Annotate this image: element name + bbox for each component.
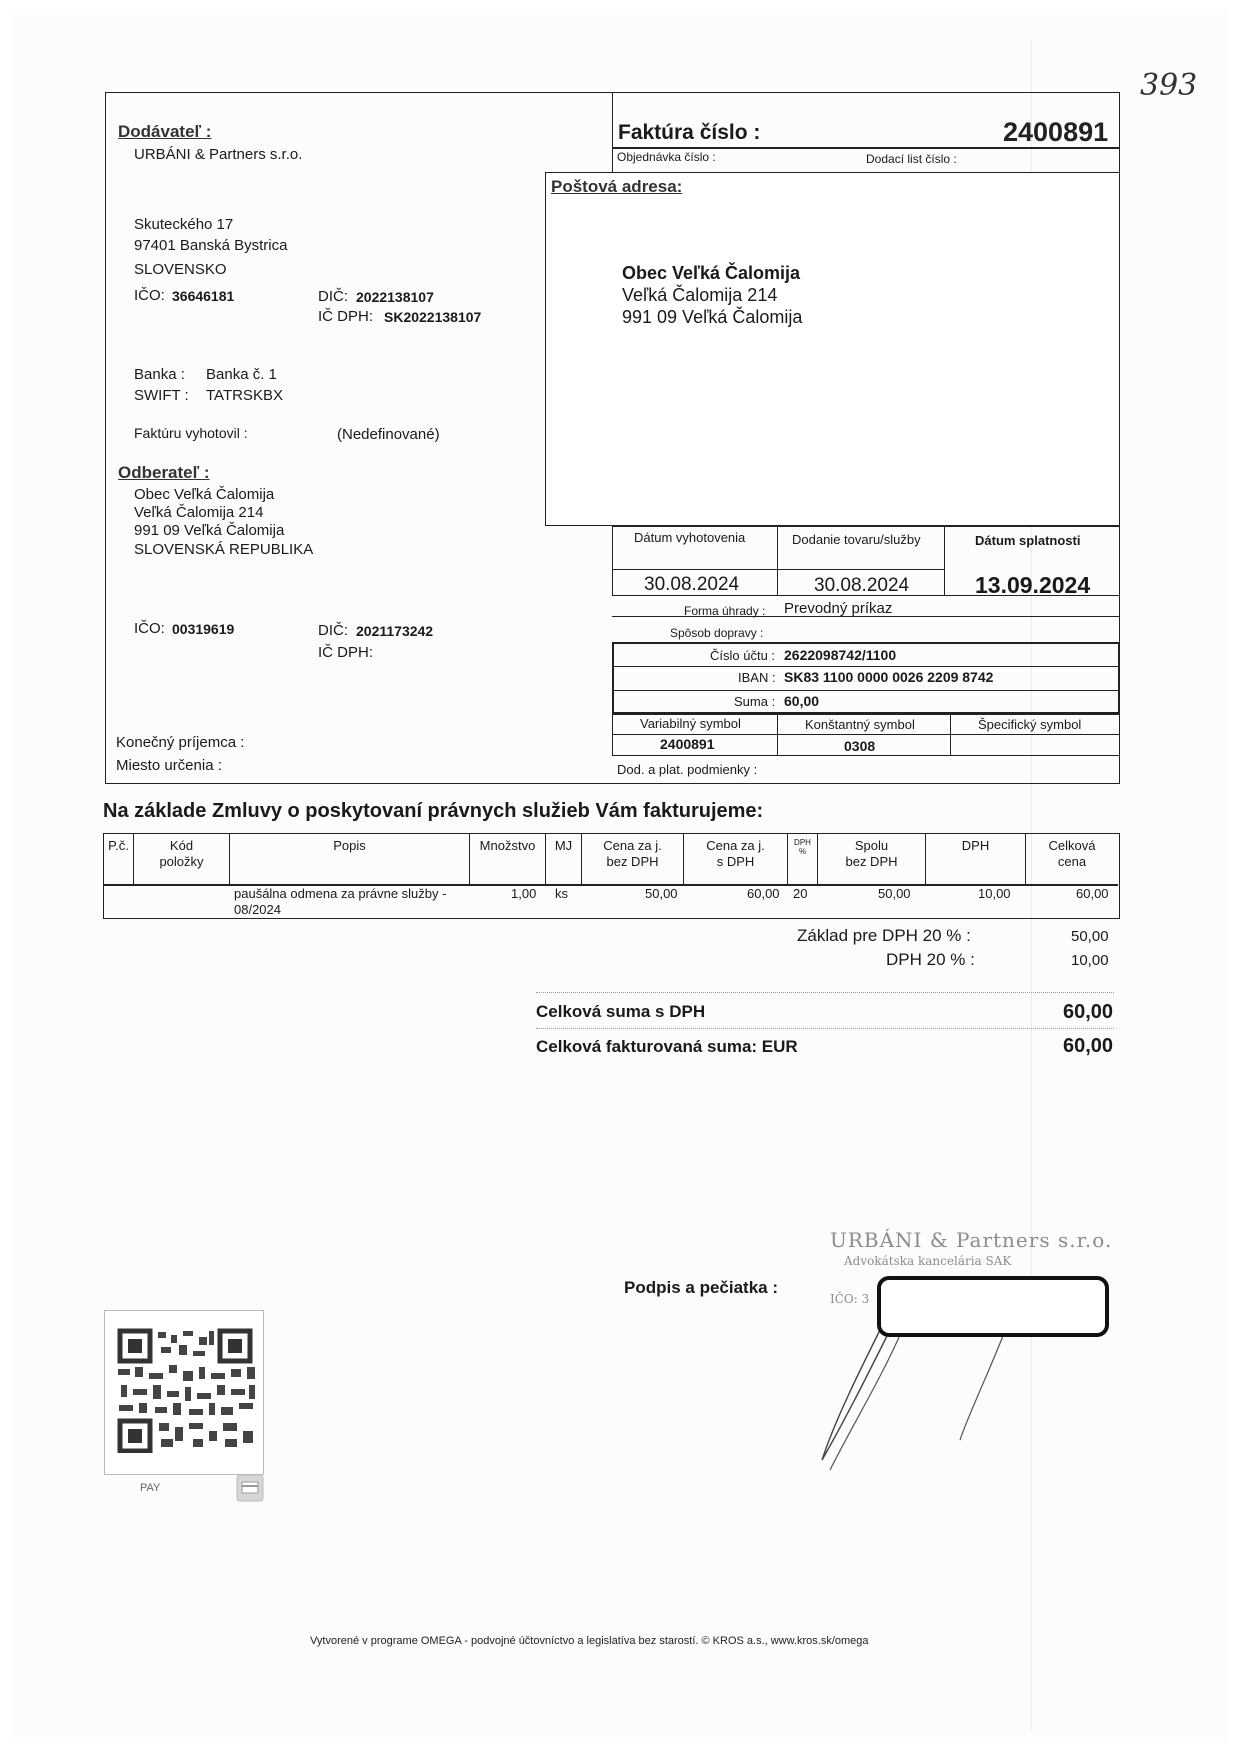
- dates-row-rule-2: [777, 569, 944, 570]
- col-price-gross: Cena za j. s DPH: [684, 834, 788, 884]
- issue-date: 30.08.2024: [644, 574, 740, 595]
- vat-amount-value: 10,00: [1071, 952, 1109, 969]
- swift-label: SWIFT :: [134, 387, 189, 404]
- supplier-name: URBÁNI & Partners s.r.o.: [134, 146, 303, 163]
- col-vat-pct: DPH %: [788, 834, 818, 884]
- supplier-icdph-label: IČ DPH:: [318, 308, 374, 325]
- payment-form: Prevodný príkaz: [784, 600, 893, 617]
- postal-city: 991 09 Veľká Čalomija: [622, 307, 803, 327]
- item-total-net: 50,00: [878, 886, 911, 901]
- item-description: paušálna odmena za právne služby - 08/2024: [234, 886, 447, 917]
- stamp-line-2: Advokátska kancelária SAK: [844, 1254, 1012, 1268]
- supplier-ico: 36646181: [172, 288, 235, 304]
- invoice-title-rule: [612, 147, 1120, 149]
- col-vat: DPH: [926, 834, 1026, 884]
- account-number: 2622098742/1100: [784, 647, 897, 663]
- postal-address-box: [545, 172, 1120, 526]
- item-price-gross: 60,00: [747, 886, 780, 901]
- col-qty: Množstvo: [470, 834, 546, 884]
- redaction-box: [877, 1276, 1109, 1337]
- bank-name: Banka č. 1: [206, 366, 277, 383]
- postal-street: Veľká Čalomija 214: [622, 285, 778, 305]
- customer-street: Veľká Čalomija 214: [134, 504, 264, 521]
- variable-symbol: 2400891: [660, 736, 715, 752]
- customer-ico-label: IČO:: [134, 620, 165, 637]
- vat-base-label: Základ pre DPH 20 % :: [797, 926, 971, 945]
- dates-row-rule-1: [612, 569, 777, 570]
- item-vat: 10,00: [978, 886, 1011, 901]
- constant-symbol-label: Konštantný symbol: [805, 717, 915, 732]
- final-recipient-label: Konečný príjemca :: [116, 734, 245, 751]
- customer-icdph-label: IČ DPH:: [318, 644, 374, 661]
- bank-details-rule-1: [612, 666, 1120, 667]
- pay-by-square-qr: [104, 1310, 264, 1475]
- total-invoiced-value: 60,00: [1063, 1035, 1114, 1057]
- swift-code: TATRSKBX: [206, 387, 283, 404]
- col-pc: P.č.: [104, 834, 134, 884]
- col-code: Kód položky: [134, 834, 230, 884]
- iban-label: IBAN :: [738, 670, 776, 685]
- order-number-label: Objednávka číslo :: [617, 150, 716, 164]
- customer-dic-label: DIČ:: [318, 622, 348, 639]
- vat-amount-label: DPH 20 % :: [886, 950, 975, 969]
- customer-country: SLOVENSKÁ REPUBLIKA: [134, 541, 314, 558]
- bank-details-rule-2: [612, 690, 1120, 691]
- col-total: Celková cena: [1048, 838, 1096, 869]
- delivery-note-label: Dodací list číslo :: [866, 152, 957, 166]
- item-unit: ks: [555, 886, 568, 901]
- variable-symbol-label: Variabilný symbol: [640, 716, 741, 731]
- item-qty: 1,00: [511, 886, 537, 901]
- customer-ico: 00319619: [172, 621, 235, 637]
- supplier-street: Skuteckého 17: [134, 216, 234, 233]
- supplier-ico-label: IČO:: [134, 287, 165, 304]
- customer-label: Odberateľ :: [118, 463, 210, 482]
- qr-code-icon: [113, 1327, 271, 1453]
- issued-by-value: (Nedefinované): [337, 426, 440, 443]
- supplier-country: SLOVENSKO: [134, 261, 227, 278]
- col-desc: Popis: [230, 834, 470, 884]
- dates-divider-2: [944, 526, 945, 596]
- pay-label: PAY: [140, 1482, 161, 1494]
- customer-dic: 2021173242: [356, 623, 434, 639]
- account-label: Číslo účtu :: [710, 648, 776, 663]
- item-price-net: 50,00: [645, 886, 678, 901]
- footer-note: Vytvorené v programe OMEGA - podvojné účtovníctvo a legislatíva bez starostí. © KROS a.s., www.kros.sk/omega: [310, 1635, 869, 1647]
- supplier-city: 97401 Banská Bystrica: [134, 237, 288, 254]
- issue-date-label: Dátum vyhotovenia: [634, 530, 746, 545]
- stamp-line-1: URBÁNI & Partners s.r.o.: [830, 1228, 1113, 1252]
- delivery-date-label: Dodanie tovaru/služby: [792, 532, 921, 547]
- total-with-vat-label: Celková suma s DPH: [536, 1002, 706, 1021]
- bank-label: Banka :: [134, 366, 185, 383]
- supplier-dic-label: DIČ:: [318, 288, 348, 305]
- terms-label: Dod. a plat. podmienky :: [617, 762, 758, 777]
- invoice-intro: Na základe Zmluvy o poskytovaní právnych služieb Vám fakturujeme:: [103, 800, 764, 822]
- summary-dotted-rule-2: [536, 1028, 1114, 1029]
- sum-label: Suma :: [734, 694, 776, 709]
- iban-value: SK83 1100 0000 0026 2209 8742: [784, 669, 994, 685]
- item-total: 60,00: [1076, 886, 1109, 901]
- invoice-title: Faktúra číslo :: [618, 121, 761, 144]
- pay-card-icon: [236, 1474, 264, 1502]
- dates-divider-1: [777, 526, 778, 596]
- col-price-net: Cena za j. bez DPH: [582, 834, 684, 884]
- constant-symbol: 0308: [844, 738, 876, 754]
- supplier-label: Dodávateľ :: [118, 122, 212, 141]
- payment-form-label: Forma úhrady :: [684, 604, 766, 618]
- item-vat-pct: 20: [793, 886, 808, 901]
- transport-label: Spôsob dopravy :: [670, 626, 764, 640]
- postal-name: Obec Veľká Čalomija: [622, 263, 801, 283]
- due-date: 13.09.2024: [975, 572, 1091, 598]
- total-invoiced-label: Celková fakturovaná suma: EUR: [536, 1037, 798, 1056]
- postal-label: Poštová adresa:: [551, 177, 683, 196]
- total-with-vat-value: 60,00: [1063, 1001, 1114, 1023]
- supplier-dic: 2022138107: [356, 289, 434, 305]
- specific-symbol-label: Špecifický symbol: [978, 717, 1082, 732]
- col-unit: MJ: [546, 834, 582, 884]
- items-table: [103, 833, 1120, 919]
- destination-label: Miesto určenia :: [116, 757, 222, 774]
- symbols-row-rule: [612, 734, 1120, 735]
- vat-base-value: 50,00: [1071, 928, 1109, 945]
- due-date-label: Dátum splatnosti: [975, 533, 1081, 548]
- invoice-number: 2400891: [1003, 117, 1109, 147]
- stamp-line-3: IČO: 3: [830, 1292, 870, 1306]
- delivery-date: 30.08.2024: [814, 575, 910, 596]
- supplier-icdph: SK2022138107: [384, 309, 482, 325]
- summary-dotted-rule-1: [536, 992, 1114, 993]
- handwritten-page-number: 393: [1140, 68, 1198, 103]
- signature-label: Podpis a pečiatka :: [624, 1278, 778, 1297]
- sum-value: 60,00: [784, 693, 820, 709]
- issued-by-label: Faktúru vyhotovil :: [134, 425, 248, 441]
- customer-city: 991 09 Veľká Čalomija: [134, 522, 285, 539]
- customer-name: Obec Veľká Čalomija: [134, 486, 275, 503]
- col-total-net: Spolu bez DPH: [818, 834, 926, 884]
